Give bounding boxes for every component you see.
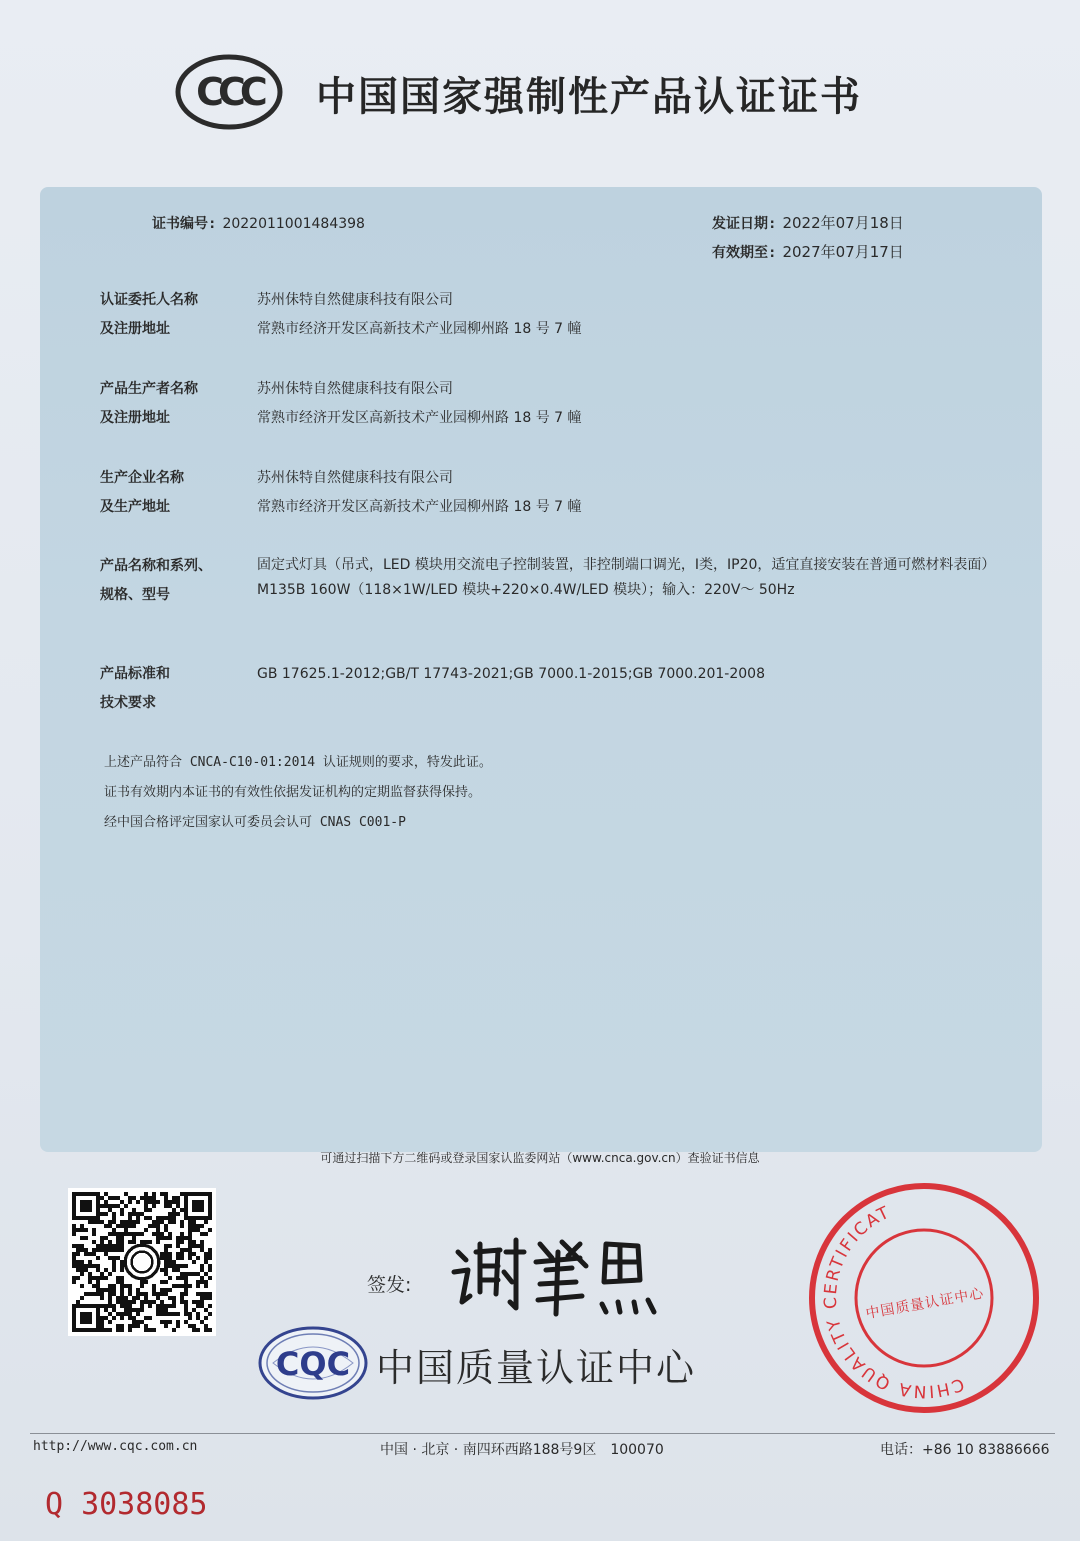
- applicant-value: [257, 286, 992, 344]
- footer-website[interactable]: http://www.cqc.com.cn: [33, 1439, 198, 1454]
- certificate-header: [0, 45, 1080, 155]
- product-label-line1: 产品名称和系列、: [100, 558, 212, 574]
- signature-label: 签发:: [367, 1274, 412, 1296]
- manufacturer-value: [257, 375, 992, 433]
- product-model: M135B 160W（118×1W/LED 模块+220×0.4W/LED 模块）；输入：220V～ 50Hz: [257, 582, 795, 598]
- certificate-number: [152, 213, 365, 233]
- verification-qr-code[interactable]: [68, 1188, 216, 1336]
- factory-label-line2: 及生产地址: [100, 499, 170, 515]
- issuer-name: 中国质量认证中心: [376, 1346, 697, 1390]
- svg-text:CHINA QUALITY CERTIFICATION CE: CHINA QUALITY CERTIFICATION: [820, 1202, 967, 1402]
- valid-until-label: 有效期至:: [712, 245, 777, 261]
- factory-label: [100, 464, 250, 522]
- certificate-number-value: 2022011001484398: [222, 216, 365, 232]
- factory-value: [257, 464, 992, 522]
- standards-label-line2: 技术要求: [100, 695, 156, 711]
- cqc-logo: [257, 1325, 369, 1401]
- applicant-name: 苏州佅特自然健康科技有限公司: [257, 292, 453, 308]
- footer-divider: [30, 1433, 1055, 1434]
- standards-label: [100, 660, 250, 718]
- note-line: 上述产品符合 CNCA-C10-01:2014 认证规则的要求，特发此证。: [104, 755, 492, 770]
- serial-number: [45, 1487, 208, 1522]
- serial-prefix: Q: [45, 1487, 64, 1522]
- serial-digits: 3038085: [81, 1487, 208, 1522]
- standards-list: GB 17625.1-2012;GB/T 17743-2021;GB 7000.1-2015;GB 7000.201-2008: [257, 666, 765, 682]
- manufacturer-address: 常熟市经济开发区高新技术产业园柳州路 18 号 7 幢: [257, 410, 582, 426]
- svg-text:中国质量认证中心: 中国质量认证中心: [864, 1285, 986, 1323]
- product-label: [100, 552, 250, 610]
- official-red-seal: [806, 1180, 1042, 1416]
- svg-text:CCC: CCC: [196, 70, 262, 114]
- svg-text:CQC: CQC: [275, 1345, 351, 1383]
- certificate-title: 中国国家强制性产品认证证书: [316, 74, 862, 120]
- standards-label-line1: 产品标准和: [100, 666, 170, 682]
- certificate-dates: [712, 209, 904, 267]
- note-line: 证书有效期内本证书的有效性依据发证机构的定期监督获得保持。: [104, 785, 482, 800]
- factory-label-line1: 生产企业名称: [100, 470, 184, 486]
- certificate-number-label: 证书编号:: [152, 216, 217, 232]
- verify-instructions: 可通过扫描下方二维码或登录国家认监委网站（www.cnca.gov.cn）查验证书信息: [320, 1151, 760, 1165]
- factory-name: 苏州佅特自然健康科技有限公司: [257, 470, 453, 486]
- manufacturer-label-line2: 及注册地址: [100, 410, 170, 426]
- handwritten-signature: [440, 1222, 680, 1322]
- valid-until-row: [712, 238, 904, 267]
- factory-address: 常熟市经济开发区高新技术产业园柳州路 18 号 7 幢: [257, 499, 582, 515]
- applicant-address: 常熟市经济开发区高新技术产业园柳州路 18 号 7 幢: [257, 321, 582, 337]
- product-description: 固定式灯具（吊式，LED 模块用交流电子控制装置，非控制端口调光，Ⅰ类，IP20，适宜直接安装在普通可燃材料表面）: [257, 557, 996, 573]
- applicant-label-line1: 认证委托人名称: [100, 292, 198, 308]
- certificate-notes: [104, 748, 492, 838]
- issue-date-value: 2022年07月18日: [782, 214, 904, 232]
- manufacturer-name: 苏州佅特自然健康科技有限公司: [257, 381, 453, 397]
- applicant-label-line2: 及注册地址: [100, 321, 170, 337]
- standards-value: [257, 660, 992, 689]
- valid-until-value: 2027年07月17日: [782, 243, 904, 261]
- issue-date-row: [712, 209, 904, 238]
- issue-date-label: 发证日期:: [712, 216, 777, 232]
- footer-phone: 电话：+86 10 83886666: [880, 1442, 1050, 1458]
- product-label-line2: 规格、型号: [100, 587, 170, 603]
- applicant-label: [100, 286, 250, 344]
- manufacturer-label: [100, 375, 250, 433]
- footer-address: 中国 · 北京 · 南四环西路188号9区 100070: [380, 1442, 664, 1458]
- product-value: [257, 552, 996, 601]
- manufacturer-label-line1: 产品生产者名称: [100, 381, 198, 397]
- note-line: 经中国合格评定国家认可委员会认可 CNAS C001-P: [104, 815, 406, 830]
- ccc-mark-logo: [175, 53, 283, 131]
